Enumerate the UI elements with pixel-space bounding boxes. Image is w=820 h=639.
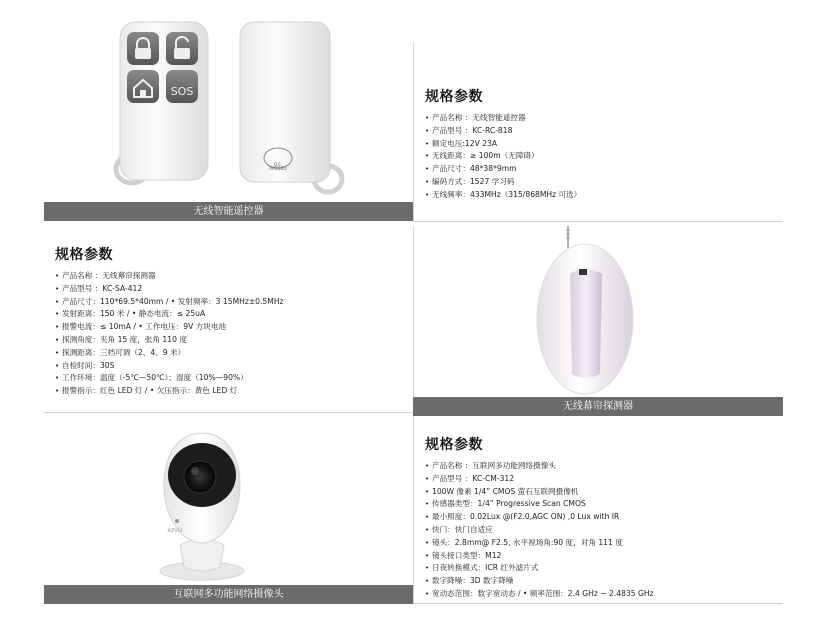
spec-item: • 工作环境：温度（-5℃—50℃）；湿度（10%—90%）	[55, 372, 284, 385]
detector-spec-list	[55, 270, 284, 398]
divider-vertical-3	[413, 416, 414, 604]
spec-item: • 产品尺寸：110*69.5*40mm / • 发射频率：3 15MHz±0.5MHz	[55, 296, 284, 309]
camera-brand-label: ezviz	[167, 527, 183, 534]
spec-item: • 日夜转换模式：ICR 红外滤片式	[425, 562, 654, 575]
spec-item: • 自检时间：30S	[55, 360, 284, 373]
qc-line2: PASSED	[269, 167, 287, 172]
spec-item: • 宽动态范围：数字宽动态 / • 频率范围：2.4 GHz ~ 2.4835 GHz	[425, 588, 654, 601]
spec-item: • 额定电压:12V 23A	[425, 138, 581, 151]
spec-item: • 产品名称 ：无线智能遥控器	[425, 112, 581, 125]
remote-product-image	[100, 12, 360, 204]
spec-item: • 报警指示：红色 LED 灯 / • 欠压指示：黄色 LED 灯	[55, 385, 284, 398]
spec-item: • 产品名称 ：互联网多功能网络摄像头	[425, 460, 654, 473]
divider-horizontal-2	[44, 412, 413, 413]
spec-item: • 发射距离：150 米 / • 静态电流：≤ 25uA	[55, 308, 284, 321]
spec-item: • 镜头接口类型：M12	[425, 550, 654, 563]
qc-line1: Q.C.	[273, 162, 283, 167]
camera-caption: 互联网多功能网络摄像头	[44, 585, 413, 604]
sos-button-label: SOS	[170, 85, 194, 98]
spec-item: • 无线频率：433MHz（315/868MHz 可选）	[425, 189, 581, 202]
divider-vertical-2	[413, 226, 414, 398]
spec-item: • 探测距离：三档可调（2、4、9 米）	[55, 347, 284, 360]
spec-item: • 探测角度：夹角 15 度，张角 110 度	[55, 334, 284, 347]
remote-spec-block	[425, 86, 581, 202]
divider-horizontal-1	[413, 221, 783, 222]
spec-item: • 镜头：2.8mm@ F2.5, 水平视场角:90 度，对角 111 度	[425, 537, 654, 550]
camera-spec-heading: 规格参数	[425, 437, 483, 453]
spec-item: • 最小照度：0.02Lux @(F2.0,AGC ON) ,0 Lux with IR	[425, 511, 654, 524]
spec-item: • 无线距离：≥ 100m（无障碍）	[425, 150, 581, 163]
detector-spec-block	[55, 244, 284, 398]
spec-item: • 产品型号 ：KC-RC-818	[425, 125, 581, 138]
spec-item: • 产品型号 ：KC-SA-412	[55, 283, 284, 296]
camera-spec-list	[425, 460, 654, 601]
detector-product-image	[530, 224, 640, 396]
spec-item: • 产品型号 ：KC-CM-312	[425, 473, 654, 486]
camera-spec-block	[425, 434, 654, 601]
spec-item: • 数字降噪：3D 数字降噪	[425, 575, 654, 588]
remote-caption: 无线智能遥控器	[44, 202, 413, 221]
spec-item: • 传感器类型：1/4” Progressive Scan CMOS	[425, 498, 654, 511]
divider-horizontal-3	[413, 603, 783, 604]
spec-item: • 报警电流：≤ 10mA / • 工作电压：9V 方块电池	[55, 321, 284, 334]
remote-spec-list	[425, 112, 581, 202]
spec-item: • 快门：快门自适应	[425, 524, 654, 537]
remote-spec-heading: 规格参数	[425, 89, 483, 105]
detector-caption: 无线幕帘探测器	[413, 397, 783, 416]
spec-item: • 编码方式：1527 学习码	[425, 176, 581, 189]
spec-item: • 100W 像素 1/4” CMOS 萤石互联网摄像机	[425, 486, 654, 499]
divider-vertical-1	[413, 42, 414, 222]
camera-product-image	[150, 425, 260, 583]
spec-item: • 产品尺寸：48*38*9mm	[425, 163, 581, 176]
detector-spec-heading: 规格参数	[55, 247, 113, 263]
spec-item: • 产品名称 ：无线幕帘探测器	[55, 270, 284, 283]
